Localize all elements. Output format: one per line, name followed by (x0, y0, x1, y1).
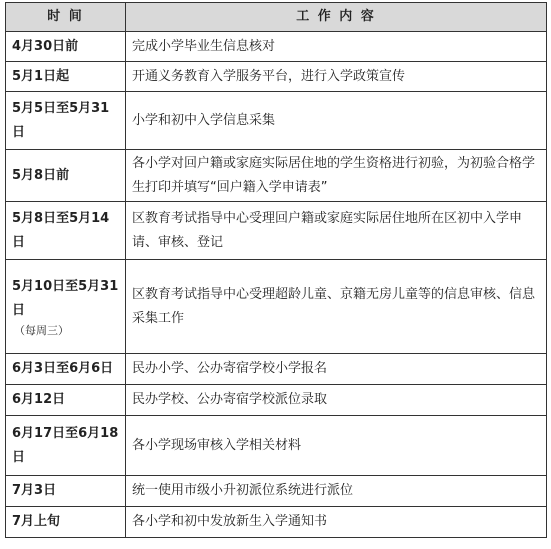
time-text: 6月12日 (12, 392, 66, 407)
content-cell: 统一使用市级小升初派位系统进行派位 (126, 476, 547, 507)
content-cell: 各小学和初中发放新生入学通知书 (126, 507, 547, 538)
content-cell: 民办学校、公办寄宿学校派位录取 (126, 385, 547, 416)
time-cell (6, 202, 126, 260)
time-cell (6, 507, 126, 538)
time-cell (6, 385, 126, 416)
content-cell: 完成小学毕业生信息核对 (126, 32, 547, 62)
content-cell: 各小学现场审核入学相关材料 (126, 416, 547, 476)
header-time: 时 间 (6, 3, 126, 32)
table-row (6, 92, 547, 150)
table-row (6, 385, 547, 416)
time-cell (6, 32, 126, 62)
table-row (6, 32, 547, 62)
table-row (6, 62, 547, 92)
content-cell: 区教育考试指导中心受理超龄儿童、京籍无房儿童等的信息审核、信息采集工作 (126, 260, 547, 354)
time-text: 7月上旬 (12, 514, 61, 529)
content-cell: 各小学对回户籍或家庭实际居住地的学生资格进行初验，为初验合格学生打印并填写“回户籍入学申请表” (126, 150, 547, 202)
time-cell (6, 150, 126, 202)
table-row (6, 476, 547, 507)
time-text: 4月30日前 (12, 38, 79, 54)
time-cell (6, 476, 126, 507)
time-text: 5月8日前 (12, 167, 70, 183)
time-cell (6, 416, 126, 476)
time-text: 6月3日至6月6日 (12, 361, 114, 376)
time-cell (6, 62, 126, 92)
time-text: 7月3日 (12, 483, 57, 498)
content-cell: 民办小学、公办寄宿学校小学报名 (126, 354, 547, 385)
time-cell (6, 92, 126, 150)
schedule-table (5, 2, 547, 538)
table-row (6, 354, 547, 385)
time-cell (6, 354, 126, 385)
content-cell: 小学和初中入学信息采集 (126, 92, 547, 150)
table-row (6, 507, 547, 538)
time-text: 5月5日至5月31日 (12, 100, 110, 140)
header-row (6, 3, 547, 32)
time-text: 6月17日至6月18日 (12, 425, 119, 465)
time-text: 5月8日至5月14日 (12, 210, 110, 250)
table-row (6, 416, 547, 476)
time-text: 5月10日至5月31日 (12, 278, 119, 318)
time-text: 5月1日起 (12, 68, 70, 84)
content-cell: 区教育考试指导中心受理回户籍或家庭实际居住地所在区初中入学申请、审核、登记 (126, 202, 547, 260)
table-row (6, 202, 547, 260)
time-cell (6, 260, 126, 354)
content-cell: 开通义务教育入学服务平台，进行入学政策宣传 (126, 62, 547, 92)
header-content: 工 作 内 容 (126, 3, 547, 32)
time-note: （每周三） (14, 323, 69, 337)
table-row (6, 260, 547, 354)
table-row (6, 150, 547, 202)
